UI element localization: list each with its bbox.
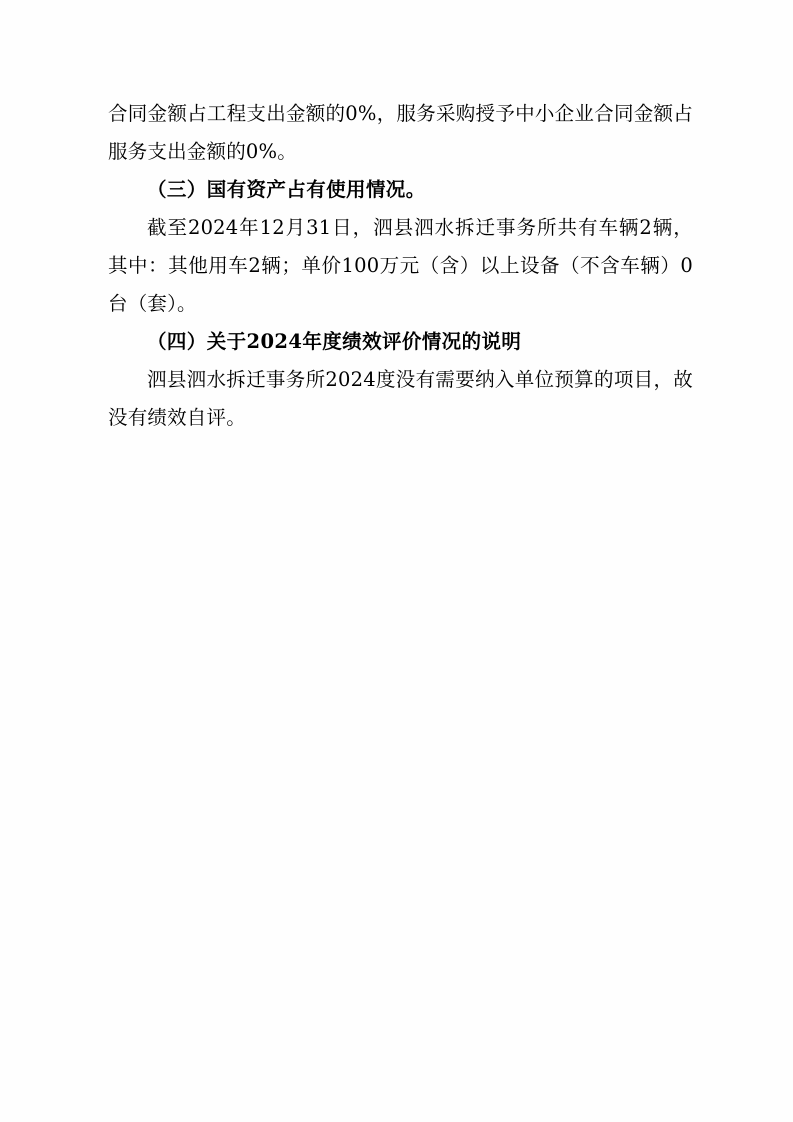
document-body [108,95,693,437]
paragraph-state-assets: 截至2024年12月31日，泗县泗水拆迁事务所共有车辆2辆，其中：其他用车2辆；单价100万元（含）以上设备（不含车辆）0台（套）。 [108,216,693,315]
paragraph-contract-amount: 合同金额占工程支出金额的0%，服务采购授予中小企业合同金额占服务支出金额的0%。 [108,102,693,163]
heading-performance-evaluation: （四）关于2024年度绩效评价情况的说明 [147,330,522,353]
paragraph-performance-evaluation: 泗县泗水拆迁事务所2024度没有需要纳入单位预算的项目，故没有绩效自评。 [108,368,693,429]
heading-state-assets: （三）国有资产占有使用情况。 [147,178,426,201]
